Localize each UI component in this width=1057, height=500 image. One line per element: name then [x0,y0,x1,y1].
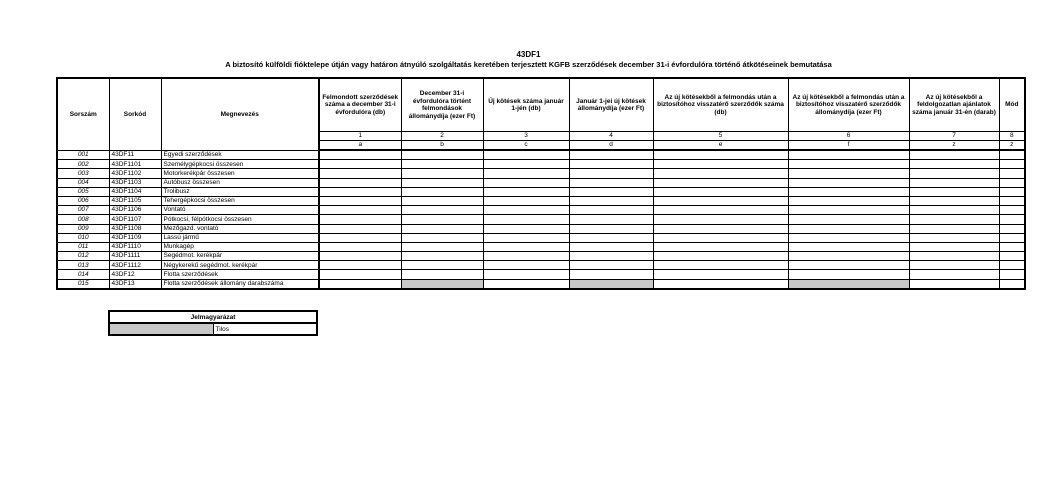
row-megnevezes: Autóbusz összesen [161,178,319,187]
input-cell[interactable] [319,196,401,205]
input-cell[interactable] [653,160,788,169]
table-row [57,242,1025,251]
col-header-5: Az új kötésekből a felmondás után a biztosítóhoz visszatérő szerződők száma (db) [653,78,788,132]
input-cell[interactable] [909,178,999,187]
input-cell[interactable] [319,252,401,261]
row-sorkod: 43DF1111 [109,252,161,261]
input-cell[interactable] [788,270,909,279]
input-cell[interactable] [653,169,788,178]
input-cell[interactable] [569,160,653,169]
input-cell[interactable] [909,224,999,233]
table-row [57,206,1025,215]
table-row [57,196,1025,205]
table-row [57,233,1025,242]
legend-label-forbidden: Tilos [213,323,317,335]
input-cell[interactable] [999,279,1025,289]
col-letter-1: a [319,141,401,151]
input-cell[interactable] [319,178,401,187]
input-cell[interactable] [653,242,788,251]
input-cell[interactable] [401,187,483,196]
input-cell[interactable] [909,150,999,160]
input-cell[interactable] [401,233,483,242]
input-cell[interactable] [319,270,401,279]
row-sorszam: 011 [57,242,109,251]
input-cell[interactable] [909,279,999,289]
input-cell[interactable] [999,242,1025,251]
input-cell[interactable] [788,224,909,233]
input-cell[interactable] [319,279,401,289]
input-cell[interactable] [483,233,569,242]
input-cell[interactable] [483,279,569,289]
input-cell[interactable] [999,261,1025,270]
table-row [57,224,1025,233]
input-cell[interactable] [401,160,483,169]
input-cell[interactable] [483,242,569,251]
input-cell[interactable] [483,252,569,261]
input-cell[interactable] [569,233,653,242]
input-cell[interactable] [483,178,569,187]
table-row [57,215,1025,224]
row-megnevezes: Mezőgazd. vontató [161,224,319,233]
input-cell[interactable] [569,242,653,251]
input-cell[interactable] [653,261,788,270]
input-cell[interactable] [788,150,909,160]
row-sorszam: 013 [57,261,109,270]
input-cell[interactable] [401,150,483,160]
row-megnevezes: Motorkerékpár összesen [161,169,319,178]
row-sorszam: 010 [57,233,109,242]
input-cell[interactable] [999,196,1025,205]
col-number-8: 8 [999,132,1025,141]
col-letter-4: d [569,141,653,151]
row-sorkod: 43DF1107 [109,215,161,224]
row-sorszam: 012 [57,252,109,261]
col-header-sorszam: Sorszám [57,78,109,150]
input-cell[interactable] [909,270,999,279]
input-cell[interactable] [999,206,1025,215]
col-header-6: Az új kötésekből a felmondás után a biztosítóhoz visszatérő szerződők állománydíja (ezer Ft) [788,78,909,132]
row-sorkod: 43DF13 [109,279,161,289]
input-cell[interactable] [569,224,653,233]
input-cell[interactable] [999,160,1025,169]
row-sorkod: 43DF1101 [109,160,161,169]
row-sorkod: 43DF1106 [109,206,161,215]
input-cell[interactable] [483,187,569,196]
input-cell[interactable] [788,215,909,224]
legend-title: Jelmagyarázat [109,311,317,323]
input-cell[interactable] [483,261,569,270]
input-cell[interactable] [788,196,909,205]
col-number-2: 2 [401,132,483,141]
input-cell[interactable] [319,215,401,224]
input-cell[interactable] [319,160,401,169]
col-letter-8: z [999,141,1025,151]
row-megnevezes: Trolibusz [161,187,319,196]
input-cell[interactable] [653,178,788,187]
input-cell[interactable] [483,150,569,160]
input-cell[interactable] [319,224,401,233]
input-cell[interactable] [401,224,483,233]
table-row [57,252,1025,261]
input-cell[interactable] [653,270,788,279]
input-cell[interactable] [653,279,788,289]
input-cell[interactable] [653,252,788,261]
table-row [57,178,1025,187]
input-cell[interactable] [401,206,483,215]
input-cell[interactable] [483,224,569,233]
input-cell[interactable] [909,206,999,215]
input-cell[interactable] [909,215,999,224]
forbidden-cell [788,279,909,289]
row-sorszam: 001 [57,150,109,160]
input-cell[interactable] [569,206,653,215]
input-cell[interactable] [788,252,909,261]
input-cell[interactable] [569,270,653,279]
input-cell[interactable] [319,187,401,196]
input-cell[interactable] [909,187,999,196]
input-cell[interactable] [569,169,653,178]
input-cell[interactable] [999,169,1025,178]
input-cell[interactable] [909,252,999,261]
row-sorszam: 015 [57,279,109,289]
col-number-6: 6 [788,132,909,141]
input-cell[interactable] [788,187,909,196]
input-cell[interactable] [401,215,483,224]
input-cell[interactable] [909,160,999,169]
row-sorkod: 43DF1104 [109,187,161,196]
col-header-4: Január 1-jei új kötések állománydíja (ezer Ft) [569,78,653,132]
input-cell[interactable] [999,150,1025,160]
row-sorszam: 014 [57,270,109,279]
input-cell[interactable] [653,196,788,205]
input-cell[interactable] [999,224,1025,233]
col-header-3: Új kötések száma január 1-jén (db) [483,78,569,132]
input-cell[interactable] [483,160,569,169]
forbidden-cell [569,279,653,289]
input-cell[interactable] [999,215,1025,224]
row-megnevezes: Flotta szerződések állomány darabszáma [161,279,319,289]
table-row [57,187,1025,196]
input-cell[interactable] [999,187,1025,196]
col-number-1: 1 [319,132,401,141]
row-sorkod: 43DF1102 [109,169,161,178]
input-cell[interactable] [788,206,909,215]
col-header-sorkod: Sorkód [109,78,161,150]
table-row [57,160,1025,169]
row-megnevezes: Segédmot. kerékpár [161,252,319,261]
input-cell[interactable] [319,169,401,178]
row-sorkod: 43DF1109 [109,233,161,242]
col-number-3: 3 [483,132,569,141]
input-cell[interactable] [653,150,788,160]
form-code: 43DF1 [516,50,541,59]
row-megnevezes: Flotta szerződések [161,270,319,279]
forbidden-cell [401,279,483,289]
input-cell[interactable] [909,196,999,205]
row-sorszam: 008 [57,215,109,224]
legend-swatch-forbidden [109,323,213,335]
input-cell[interactable] [909,169,999,178]
row-megnevezes: Tehergépkocsi összesen [161,196,319,205]
input-cell[interactable] [788,261,909,270]
input-cell[interactable] [319,206,401,215]
input-cell[interactable] [401,252,483,261]
input-cell[interactable] [401,270,483,279]
input-cell[interactable] [999,252,1025,261]
row-sorkod: 43DF1110 [109,242,161,251]
input-cell[interactable] [319,261,401,270]
input-cell[interactable] [999,178,1025,187]
input-cell[interactable] [401,242,483,251]
input-cell[interactable] [788,169,909,178]
input-cell[interactable] [909,261,999,270]
col-letter-5: e [653,141,788,151]
input-cell[interactable] [401,261,483,270]
input-cell[interactable] [569,252,653,261]
input-cell[interactable] [909,233,999,242]
input-cell[interactable] [909,242,999,251]
input-cell[interactable] [788,242,909,251]
row-sorszam: 005 [57,187,109,196]
input-cell[interactable] [319,242,401,251]
input-cell[interactable] [653,233,788,242]
col-letter-6: f [788,141,909,151]
table-row [57,150,1025,160]
table-row [57,270,1025,279]
row-sorszam: 004 [57,178,109,187]
input-cell[interactable] [999,233,1025,242]
row-megnevezes: Vontató [161,206,319,215]
row-sorkod: 43DF11 [109,150,161,160]
row-megnevezes: Pótkocsi, félpótkocsi összesen [161,215,319,224]
col-number-4: 4 [569,132,653,141]
table-row [57,279,1025,289]
row-sorkod: 43DF1103 [109,178,161,187]
input-cell[interactable] [319,233,401,242]
col-header-7: Az új kötésekből a feldolgozatlan ajánlatok száma január 31-én (darab) [909,78,999,132]
col-header-8: Mód [999,78,1025,132]
col-number-7: 7 [909,132,999,141]
input-cell[interactable] [483,270,569,279]
row-sorkod: 43DF1105 [109,196,161,205]
input-cell[interactable] [569,178,653,187]
col-header-1: Felmondott szerződések száma a december 31-i évfordulóra (db) [319,78,401,132]
input-cell[interactable] [483,196,569,205]
table-row [57,169,1025,178]
table-row [57,261,1025,270]
input-cell[interactable] [569,187,653,196]
data-table [56,77,1026,290]
input-cell[interactable] [401,196,483,205]
input-cell[interactable] [653,187,788,196]
input-cell[interactable] [483,215,569,224]
input-cell[interactable] [483,206,569,215]
row-megnevezes: Személygépkocsi összesen [161,160,319,169]
input-cell[interactable] [401,178,483,187]
row-sorszam: 007 [57,206,109,215]
input-cell[interactable] [788,160,909,169]
input-cell[interactable] [999,270,1025,279]
row-sorszam: 003 [57,169,109,178]
row-megnevezes: Munkagép [161,242,319,251]
col-letter-7: z [909,141,999,151]
input-cell[interactable] [653,215,788,224]
row-sorszam: 009 [57,224,109,233]
input-cell[interactable] [401,169,483,178]
row-sorszam: 006 [57,196,109,205]
input-cell[interactable] [483,169,569,178]
row-sorkod: 43DF1108 [109,224,161,233]
col-letter-2: b [401,141,483,151]
row-sorszam: 002 [57,160,109,169]
input-cell[interactable] [569,196,653,205]
col-header-megnevezes: Megnevezés [161,78,319,150]
form-title: A biztosító külföldi fióktelepe útján vagy határon átnyúló szolgáltatás keretében terjesztett KGFB szerződések december 31-i évfordulóra történő átkötéseinek bemutatása [225,60,832,69]
input-cell[interactable] [569,261,653,270]
row-megnevezes: Egyedi szerződések [161,150,319,160]
col-letter-3: c [483,141,569,151]
col-header-2: December 31-i évfordulóra történt felmondások állománydíja (ezer Ft) [401,78,483,132]
row-sorkod: 43DF12 [109,270,161,279]
row-megnevezes: Négykerekű segédmot. kerékpár [161,261,319,270]
col-number-5: 5 [653,132,788,141]
row-sorkod: 43DF1112 [109,261,161,270]
input-cell[interactable] [569,215,653,224]
input-cell[interactable] [319,150,401,160]
input-cell[interactable] [788,178,909,187]
legend [108,310,318,336]
input-cell[interactable] [788,233,909,242]
input-cell[interactable] [569,150,653,160]
row-megnevezes: Lassú jármű [161,233,319,242]
input-cell[interactable] [653,206,788,215]
input-cell[interactable] [653,224,788,233]
